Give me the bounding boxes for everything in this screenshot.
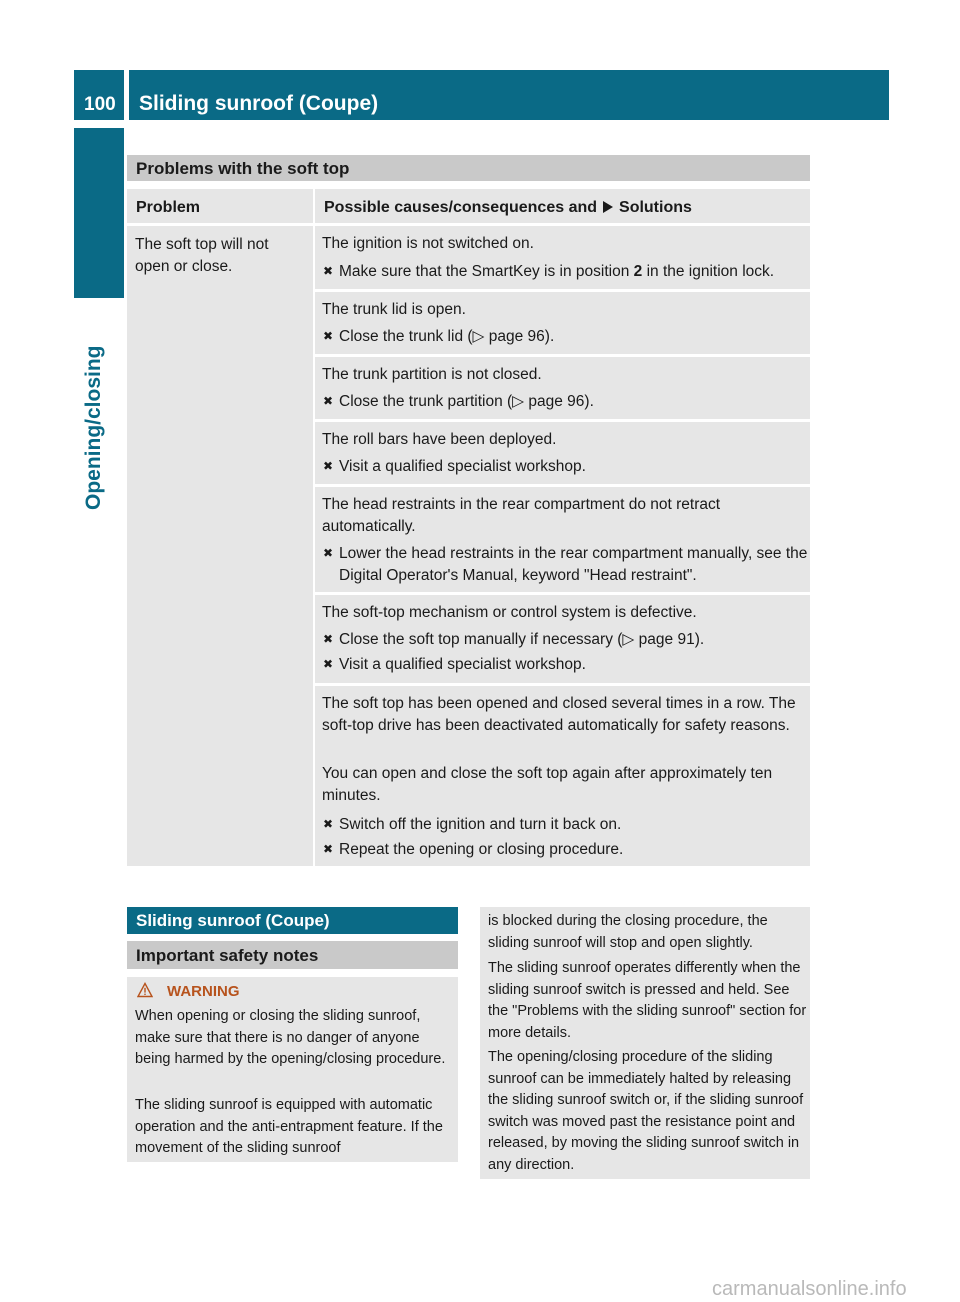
page-header [129, 70, 889, 120]
table-title: Problems with the soft top [136, 159, 350, 178]
notes-box [480, 907, 810, 1179]
solution-step: ✖ Close the trunk lid (▷ page 96). [322, 326, 808, 348]
table-row: The soft top has been opened and closed several times in a row. The soft-top drive has been deactivated automatically for safety reasons. You can open and close the soft top again after approximately ten minutes. ✖ Switch off the ignition and turn it back on. ✖ Repeat the opening or closing procedure. [315, 686, 810, 866]
solution-arrow-icon [603, 201, 613, 213]
page-number-box [74, 70, 124, 120]
table-row: The trunk partition is not closed. ✖ Close the trunk partition (▷ page 96). [315, 357, 810, 419]
warning-paragraph: When opening or closing the sliding sunroof, make sure that there is no danger of anyone being harmed by the opening/closing procedure. [135, 1008, 446, 1067]
page-number: 100 [84, 94, 116, 115]
table-row: The head restraints in the rear compartment do not retract automatically. ✖ Lower the head restraints in the rear compartment manually, see the Digital Operator's Manual, keyword "Head restraint". [315, 487, 810, 592]
problem-text: The soft top will not open or close. [135, 236, 269, 275]
column-header-solutions: Possible causes/consequences and Solutions [315, 189, 810, 223]
table-title-bar [127, 155, 810, 181]
solution-step: ✖ Close the trunk partition (▷ page 96). [322, 391, 808, 413]
sidebar-section-label: Opening/closing [82, 345, 105, 510]
column-header-problem: Problem [127, 189, 313, 223]
solution-step: ✖ Visit a qualified specialist workshop. [322, 654, 808, 676]
section-heading-bar [127, 907, 458, 934]
note-paragraph: The sliding sunroof operates differently when the sliding sunroof switch is pressed and held. See the "Problems with the sliding sunroof" section for more details. [488, 960, 807, 1041]
warning-title: WARNING [137, 981, 240, 1003]
warning-triangle-icon [137, 982, 153, 998]
solution-step: ✖ Close the soft top manually if necessary (▷ page 91). [322, 629, 808, 651]
watermark: carmanualsonline.info [712, 1278, 907, 1300]
subheading-bar [127, 941, 458, 969]
note-paragraph: is blocked during the closing procedure, the sliding sunroof will stop and open slightly. [488, 913, 768, 951]
solution-step: ✖ Repeat the opening or closing procedure. [322, 839, 808, 861]
section-heading: Sliding sunroof (Coupe) [136, 911, 330, 930]
subheading: Important safety notes [136, 946, 319, 965]
warning-box [127, 977, 458, 1162]
page-title: Sliding sunroof (Coupe) [139, 92, 379, 115]
solution-step: ✖ Lower the head restraints in the rear compartment manually, see the Digital Operator's Manual, keyword "Head restraint". [322, 543, 808, 586]
solution-step: ✖ Visit a qualified specialist workshop. [322, 456, 808, 478]
table-row: The soft-top mechanism or control system is defective. ✖ Close the soft top manually if necessary (▷ page 91). ✖ Visit a qualified specialist workshop. [315, 595, 810, 683]
warning-paragraph: The sliding sunroof is equipped with automatic operation and the anti-entrapment feature. If the movement of the sliding sunroof [135, 1097, 443, 1156]
problem-cell [127, 226, 313, 866]
note-paragraph: The opening/closing procedure of the sliding sunroof can be immediately halted by releasing the sliding sunroof switch or, if the sliding sunroof switch was moved past the resistance point and released, by moving the sliding sunroof switch in any direction. [488, 1049, 804, 1173]
table-row: The trunk lid is open. ✖ Close the trunk lid (▷ page 96). [315, 292, 810, 354]
table-row: The roll bars have been deployed. ✖ Visit a qualified specialist workshop. [315, 422, 810, 484]
solution-step: ✖ Switch off the ignition and turn it back on. [322, 814, 808, 836]
solution-step: ✖ Make sure that the SmartKey is in position 2 in the ignition lock. [322, 261, 808, 283]
table-row: The ignition is not switched on. ✖ Make sure that the SmartKey is in position 2 in the ignition lock. [315, 226, 810, 289]
sidebar-tab [74, 128, 124, 298]
